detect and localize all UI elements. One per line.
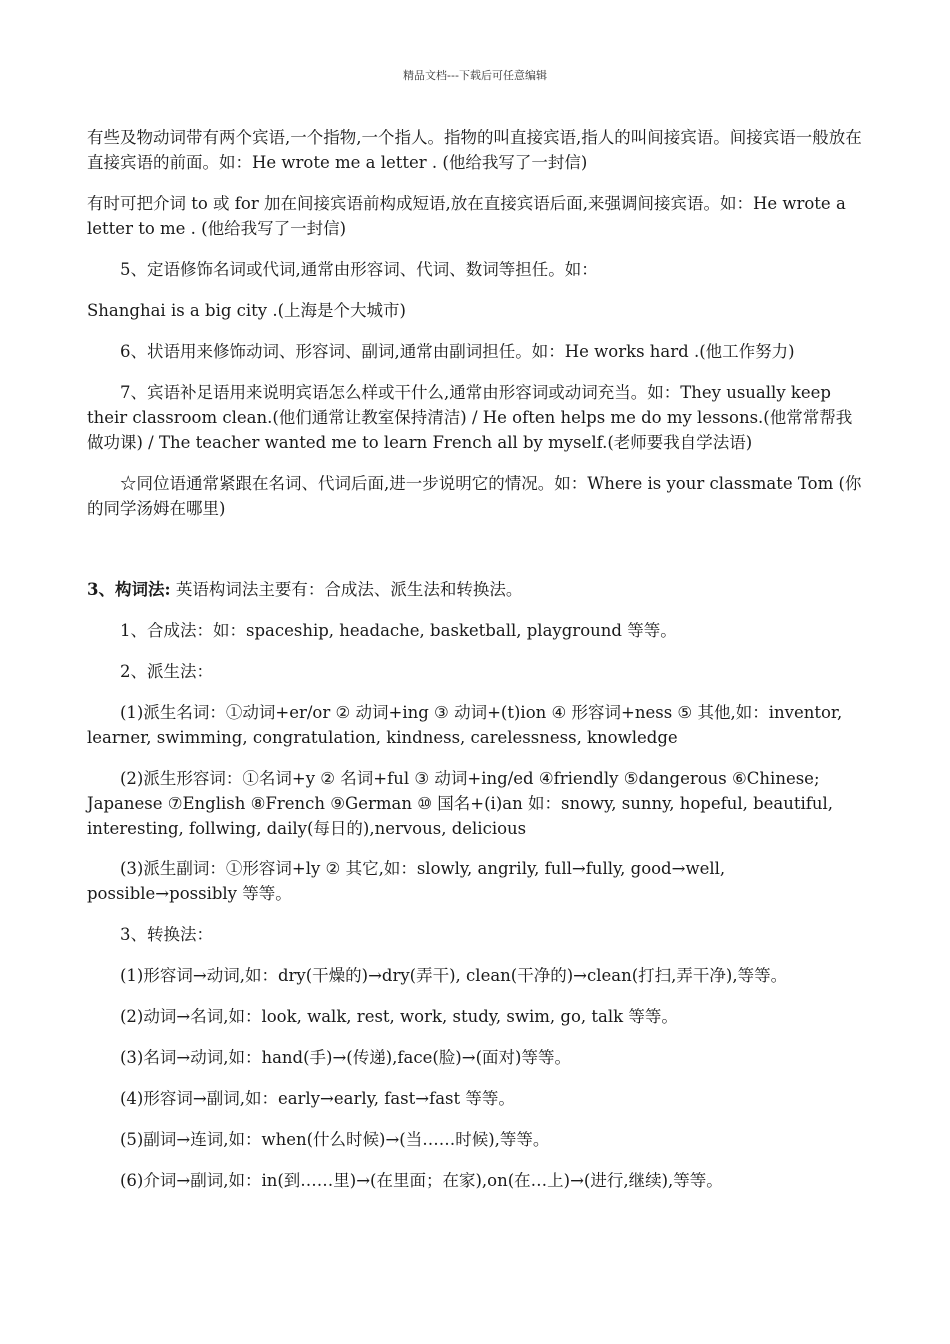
item-prep-to-adverb: (6)介词→副词,如：in(到……里)→(在里面；在家),on(在…上)→(进行,继续),等等。 <box>120 1171 723 1190</box>
item-derived-nouns: (1)派生名词：①动词+er/or ② 动词+ing ③ 动词+(t)ion ④ 形容词+ness ⑤ 其他,如：inventor, learner, swimming, congratulation, kindness, carelessness, knowledge <box>87 703 843 747</box>
paragraph-appositive: ☆同位语通常紧跟在名词、代词后面,进一步说明它的情况。如：Where is your classmate Tom (你的同学汤姆在哪里) <box>87 474 862 518</box>
paragraph-adverbial: 6、状语用来修饰动词、形容词、副词,通常由副词担任。如：He works hard .(他工作努力) <box>120 342 795 361</box>
item-derived-adjectives: (2)派生形容词：①名词+y ② 名词+ful ③ 动词+ing/ed ④friendly ⑤dangerous ⑥Chinese; Japanese ⑦English ⑧French ⑨German ⑩ 国名+(i)an 如：snowy, sunny, hopeful, beautiful, interesting, follwing, daily(每日的),nervous, delicious <box>87 769 834 838</box>
paragraph-object-complement: 7、宾语补足语用来说明宾语怎么样或干什么,通常由形容词或动词充当。如：They usually keep their classroom clean.(他们通常让教室保持清洁) / He often helps me do my lessons.(他常常帮我做功课) / The teacher wanted me to learn French all by myself.(老师要我自学法语) <box>87 383 853 452</box>
item-compounding: 1、合成法：如：spaceship, headache, basketball, playground 等等。 <box>120 621 677 640</box>
section-title: 3、构词法: <box>87 580 171 599</box>
item-conversion: 3、转换法： <box>120 925 213 944</box>
paragraph-attribute-example: Shanghai is a big city .(上海是个大城市) <box>87 301 406 320</box>
item-noun-to-verb: (3)名词→动词,如：hand(手)→(传递),face(脸)→(面对)等等。 <box>120 1048 571 1067</box>
page-header: 精品文档---下载后可任意编辑 <box>403 69 547 82</box>
paragraph-indirect-object: 有些及物动词带有两个宾语,一个指物,一个指人。指物的叫直接宾语,指人的叫间接宾语。间接宾语一般放在直接宾语的前面。如：He wrote me a letter . (他给我写了一封信) <box>87 128 862 172</box>
paragraph-attribute: 5、定语修饰名词或代词,通常由形容词、代词、数词等担任。如： <box>120 260 598 279</box>
item-derived-adverbs: (3)派生副词：①形容词+ly ② 其它,如：slowly, angrily, full→fully, good→well, possible→possibly 等等。 <box>87 859 726 903</box>
paragraph-to-for: 有时可把介词 to 或 for 加在间接宾语前构成短语,放在直接宾语后面,来强调间接宾语。如：He wrote a letter to me . (他给我写了一封信) <box>87 194 846 238</box>
item-adj-to-adverb: (4)形容词→副词,如：early→early, fast→fast 等等。 <box>120 1089 515 1108</box>
item-adverb-to-conj: (5)副词→连词,如：when(什么时候)→(当……时候),等等。 <box>120 1130 550 1149</box>
section-intro: 英语构词法主要有：合成法、派生法和转换法。 <box>170 580 523 599</box>
section-word-formation <box>87 577 862 602</box>
item-verb-to-noun: (2)动词→名词,如：look, walk, rest, work, study, swim, go, talk 等等。 <box>120 1007 678 1026</box>
item-derivation: 2、派生法： <box>120 662 213 681</box>
item-adj-to-verb: (1)形容词→动词,如：dry(干燥的)→dry(弄干), clean(干净的)→clean(打扫,弄干净),等等。 <box>120 966 788 985</box>
